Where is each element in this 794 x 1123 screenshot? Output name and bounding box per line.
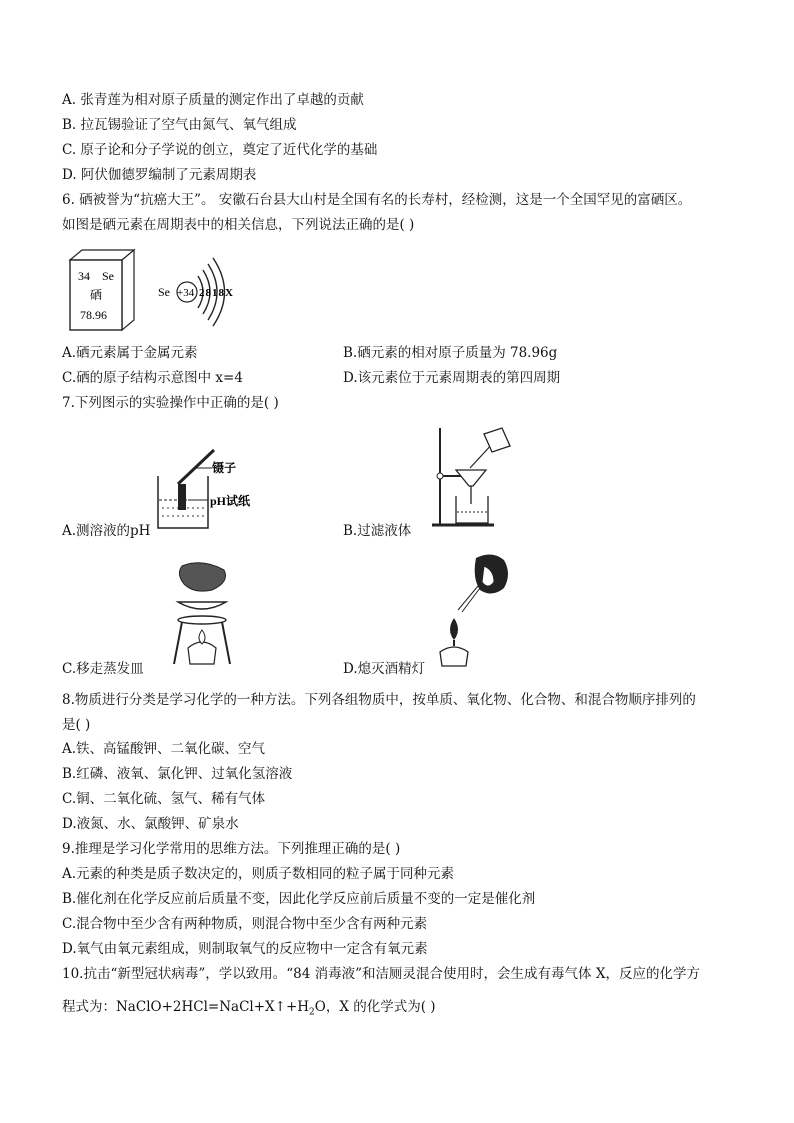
selenium-figure <box>66 246 256 336</box>
nucleus-charge: +34 <box>177 287 195 299</box>
iron-ring <box>178 616 226 624</box>
alcohol-lamp <box>188 642 216 664</box>
q6-option-d: D.该元素位于元素周期表的第四周期 <box>343 370 561 386</box>
equation-subscript: 2 <box>309 1007 315 1018</box>
atomic-mass: 78.96 <box>80 308 107 322</box>
cube-side <box>122 250 134 330</box>
q8-stem-line2: 是( ) <box>62 717 91 733</box>
q7-option-a: A.测溶液的pH <box>62 523 151 539</box>
element-symbol: Se <box>102 269 114 283</box>
q6-option-a: A.硒元素属于金属元素 <box>62 345 198 361</box>
q9-stem: 9.推理是学习化学常用的思维方法。下列推理正确的是( ) <box>62 841 401 857</box>
flame <box>199 630 205 644</box>
tripod-leg-right <box>222 622 230 664</box>
q6-option-c: C.硒的原子结构示意图中 x=4 <box>62 370 243 386</box>
q8-option-b: B.红磷、液氧、氯化钾、过氧化氢溶液 <box>62 766 293 782</box>
equation-suffix: O，X 的化学式为( ) <box>314 999 436 1015</box>
lamp-flame <box>450 618 458 640</box>
funnel <box>456 470 486 486</box>
evaporating-dish <box>178 602 226 609</box>
q8-option-c: C.铜、二氧化硫、氢气、稀有气体 <box>62 791 266 807</box>
diagram-symbol: Se <box>158 285 170 299</box>
q10-stem-line1: 10.抗击“新型冠状病毒”，学以致用。“84 消毒液”和洁厕灵混合使用时，会生成有毒气体 X，反应的化学方 <box>62 966 700 982</box>
element-name: 硒 <box>90 288 103 302</box>
ph-paper <box>178 484 186 510</box>
q6-stem-line2: 如图是硒元素在周期表中的相关信息，下列说法正确的是( ) <box>62 217 415 233</box>
breath-line-2 <box>462 588 480 612</box>
q7-stem: 7.下列图示的实验操作中正确的是( ) <box>62 395 279 411</box>
q7-option-c: C.移走蒸发皿 <box>62 661 144 677</box>
evaporating-dish-figure <box>168 560 236 670</box>
clamp-knob <box>437 473 443 479</box>
tweezers-label: 镊子 <box>212 461 237 475</box>
shell-electrons: 2818X <box>199 287 234 299</box>
alcohol-lamp-figure <box>432 548 522 670</box>
q8-option-d: D.液氮、水、氯酸钾、矿泉水 <box>62 816 239 832</box>
q8-stem-line1: 8.物质进行分类是学习化学的一种方法。下列各组物质中，按单质、氧化物、化合物、和混合物顺序排列的 <box>62 692 696 708</box>
q7-option-d: D.熄灭酒精灯 <box>343 661 426 677</box>
ph-paper-label: pH试纸 <box>210 494 251 508</box>
q6-option-b: B.硒元素的相对原子质量为 78.96g <box>343 345 558 361</box>
q9-option-b: B.催化剂在化学反应前后质量不变，因此化学反应前后质量不变的一定是催化剂 <box>62 891 536 907</box>
ph-test-figure <box>150 448 270 534</box>
q7-option-b: B.过滤液体 <box>343 523 412 539</box>
tripod-leg-left <box>174 622 182 664</box>
q5-option-b: B. 拉瓦锡验证了空气由氮气、氧气组成 <box>62 117 297 133</box>
equation-prefix: 程式为：NaClO+2HCl=NaCl+X↑+H <box>62 999 310 1015</box>
q5-option-c: C. 原子论和分子学说的创立，奠定了近代化学的基础 <box>62 142 378 158</box>
atomic-number: 34 <box>78 269 90 283</box>
lamp-body <box>440 647 468 666</box>
breath-line-1 <box>458 586 478 610</box>
q5-option-a: A. 张青莲为相对原子质量的测定作出了卓越的贡献 <box>62 92 364 108</box>
q10-equation-line <box>62 998 436 1022</box>
q6-stem-line1: 6. 硒被誉为“抗癌大王”。 安徽石台县大山村是全国有名的长寿村，经检测，这是一个全国罕见的富硒区。 <box>62 192 692 208</box>
q9-option-c: C.混合物中至少含有两种物质，则混合物中至少含有两种元素 <box>62 916 428 932</box>
q9-option-d: D.氧气由氧元素组成，则制取氧气的反应物中一定含有氧元素 <box>62 941 428 957</box>
filtration-figure <box>430 424 525 530</box>
receiving-beaker <box>456 496 488 523</box>
q5-option-d: D. 阿伏伽德罗编制了元素周期表 <box>62 167 257 183</box>
q8-option-a: A.铁、高锰酸钾、二氧化碳、空气 <box>62 741 266 757</box>
hand <box>179 563 225 591</box>
q9-option-a: A.元素的种类是质子数决定的，则质子数相同的粒子属于同种元素 <box>62 866 455 882</box>
